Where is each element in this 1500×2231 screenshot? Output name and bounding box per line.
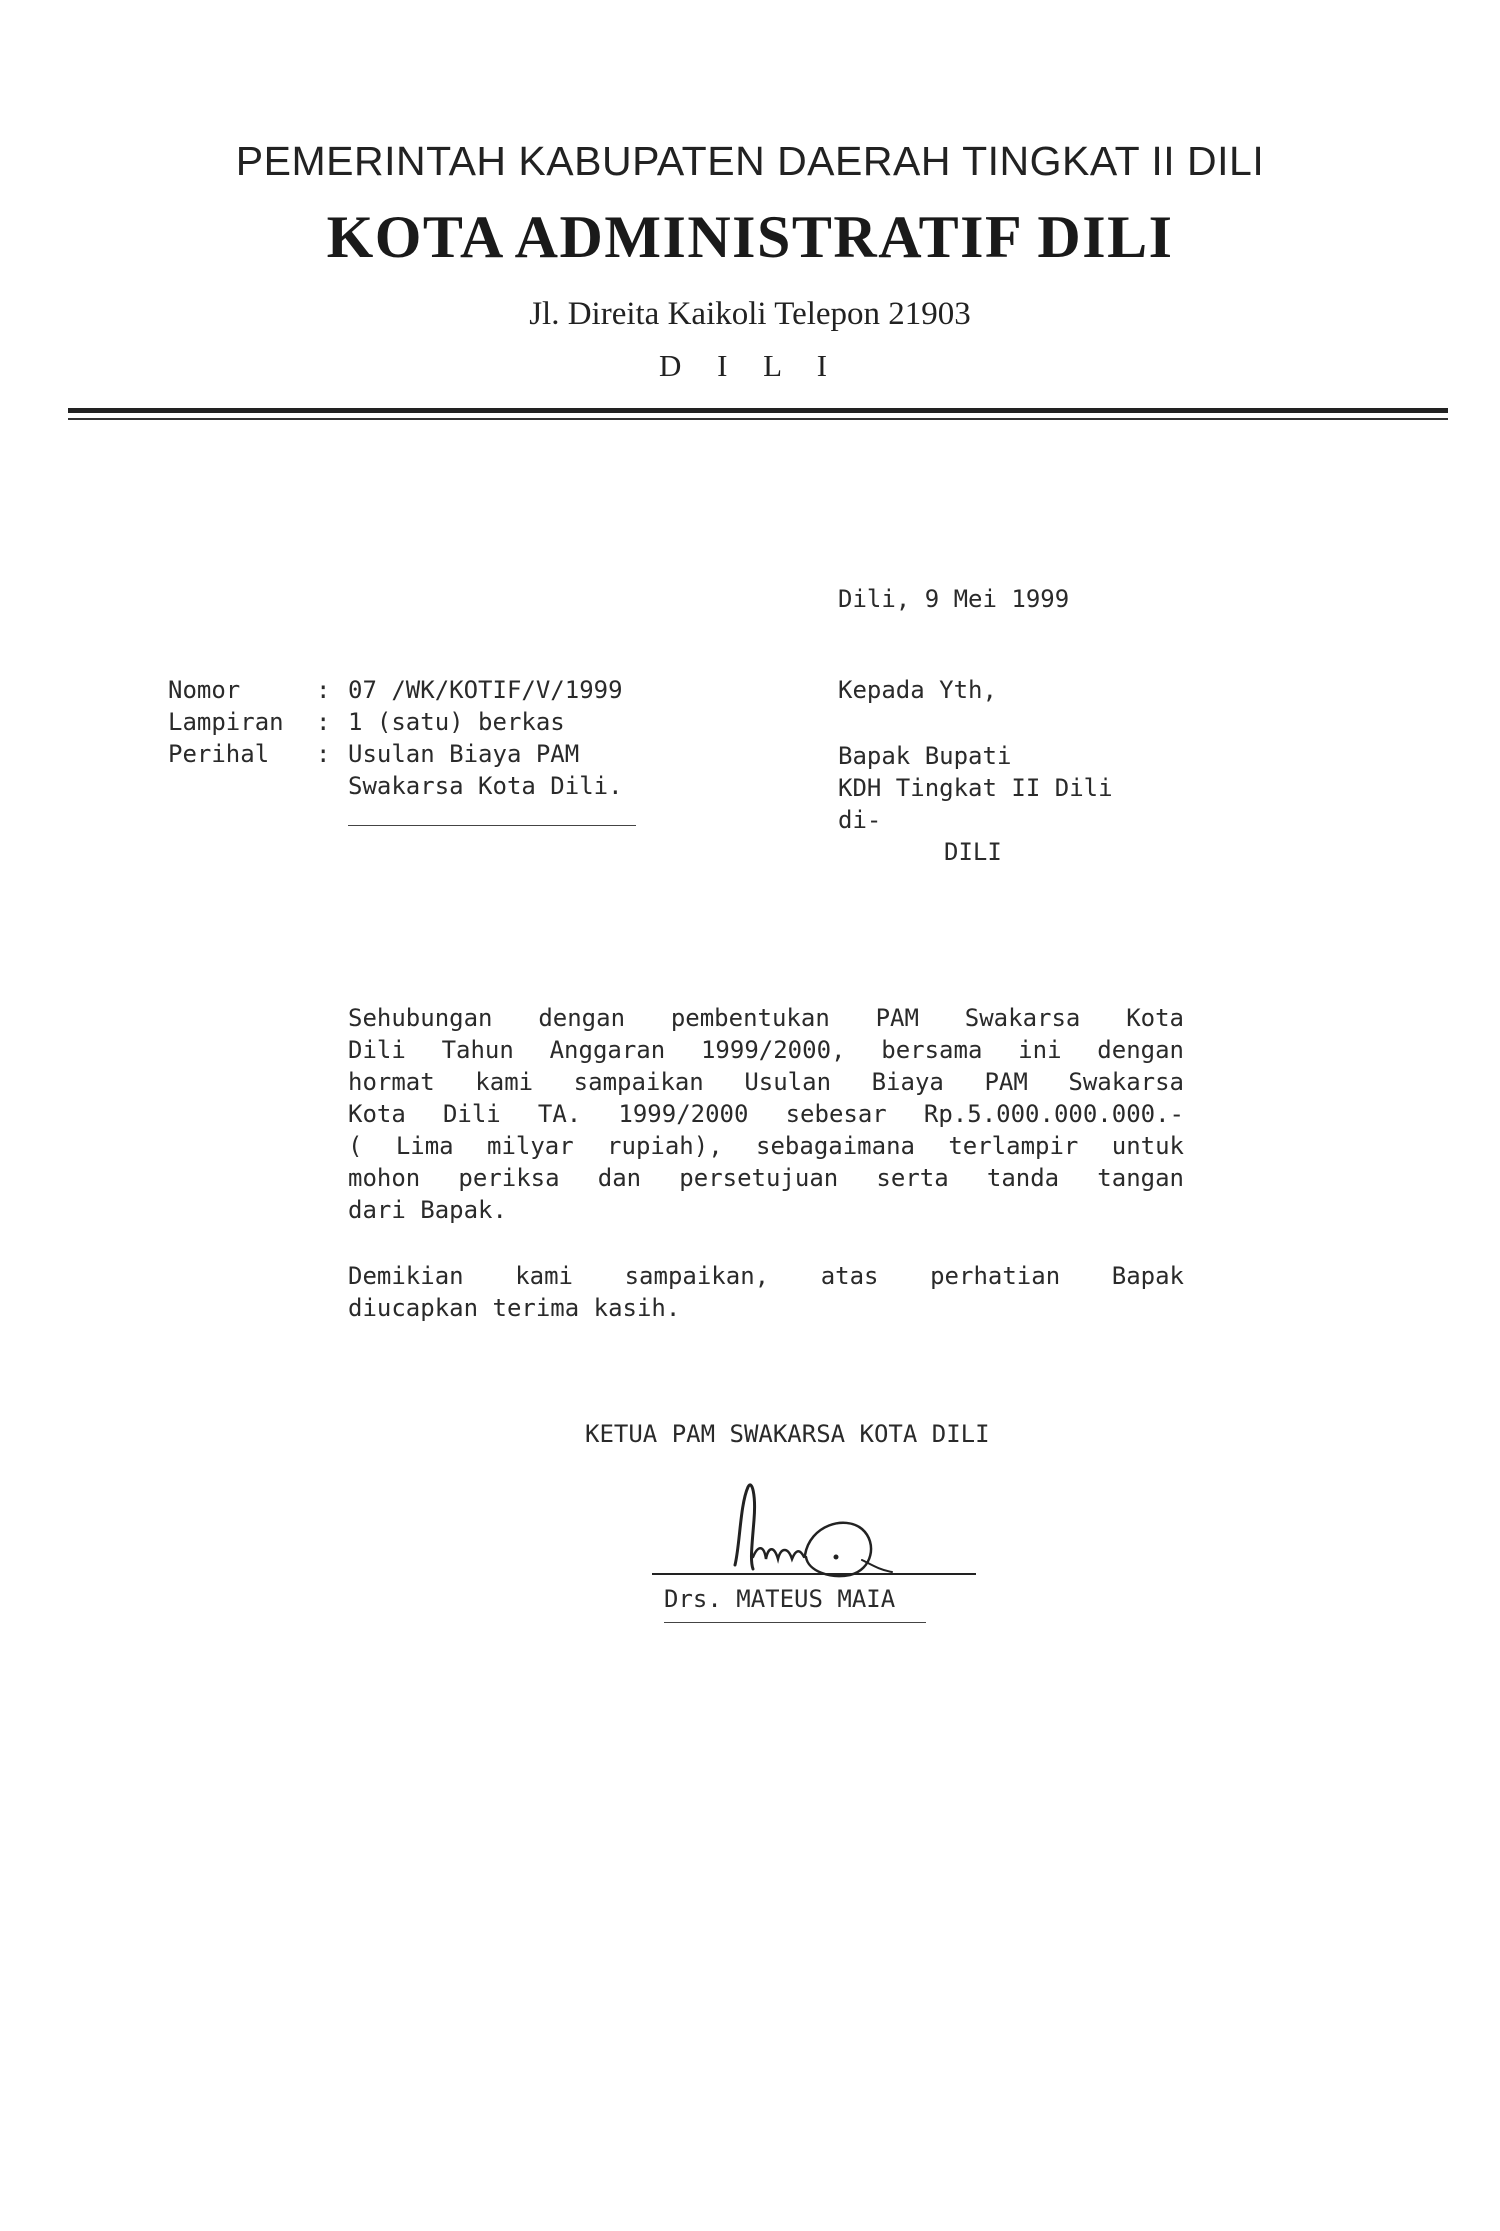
paragraph-line: diucapkan terima kasih.: [348, 1294, 681, 1322]
paragraph-line: Kota Dili TA. 1999/2000 sebesar Rp.5.000.000.000.-: [348, 1100, 1184, 1128]
letterhead-address: Jl. Direita Kaikoli Telepon 21903: [529, 296, 971, 332]
paragraph-line: Demikian kami sampaikan, atas perhatian Bapak: [348, 1262, 1184, 1290]
meta-value: Usulan Biaya PAM: [348, 740, 580, 768]
letterhead-institution: KOTA ADMINISTRATIF DILI: [326, 204, 1174, 270]
paragraph-line: Sehubungan dengan pembentukan PAM Swakarsa Kota: [348, 1004, 1184, 1032]
meta-value: 1 (satu) berkas: [348, 708, 565, 736]
paragraph-line: ( Lima milyar rupiah), sebagaimana terlampir untuk: [348, 1132, 1184, 1160]
letterhead-government: PEMERINTAH KABUPATEN DAERAH TINGKAT II DILI: [235, 138, 1265, 184]
paragraph-line: dari Bapak.: [348, 1196, 507, 1224]
recipient-line: Bapak Bupati: [838, 742, 1012, 770]
meta-separator: :: [316, 676, 331, 704]
paragraph-line: Dili Tahun Anggaran 1999/2000, bersama ini dengan: [348, 1036, 1184, 1064]
meta-underline: [348, 825, 636, 826]
letter-date: Dili, 9 Mei 1999: [838, 585, 1070, 613]
recipient-block: [838, 676, 1113, 870]
signatory-title: KETUA PAM SWAKARSA KOTA DILI: [585, 1420, 990, 1448]
handwritten-signature: [640, 1465, 1000, 1595]
paragraph-line: mohon periksa dan persetujuan serta tanda tangan: [348, 1164, 1184, 1192]
signatory-underline: [664, 1622, 926, 1623]
paragraph-line: hormat kami sampaikan Usulan Biaya PAM Swakarsa: [348, 1068, 1184, 1096]
meta-label: Perihal: [168, 740, 270, 768]
recipient-city: DILI: [944, 838, 1002, 866]
recipient-salutation: Kepada Yth,: [838, 676, 997, 704]
paragraph-2: [348, 1260, 1184, 1324]
recipient-line: di-: [838, 806, 882, 834]
letterhead-rule-thin: [68, 418, 1448, 420]
meta-label: Nomor: [168, 676, 241, 704]
letterhead-rule-thick: [68, 408, 1448, 413]
meta-label: Lampiran: [168, 708, 284, 736]
signatory-name: Drs. MATEUS MAIA: [664, 1585, 896, 1613]
letterhead-city: D I L I: [658, 348, 842, 383]
recipient-line: KDH Tingkat II Dili: [838, 774, 1113, 802]
meta-separator: :: [316, 708, 331, 736]
meta-subject-continuation: Swakarsa Kota Dili.: [348, 772, 623, 800]
paragraph-1: [348, 1002, 1184, 1226]
meta-separator: :: [316, 740, 331, 768]
meta-value: 07 /WK/KOTIF/V/1999: [348, 676, 623, 704]
